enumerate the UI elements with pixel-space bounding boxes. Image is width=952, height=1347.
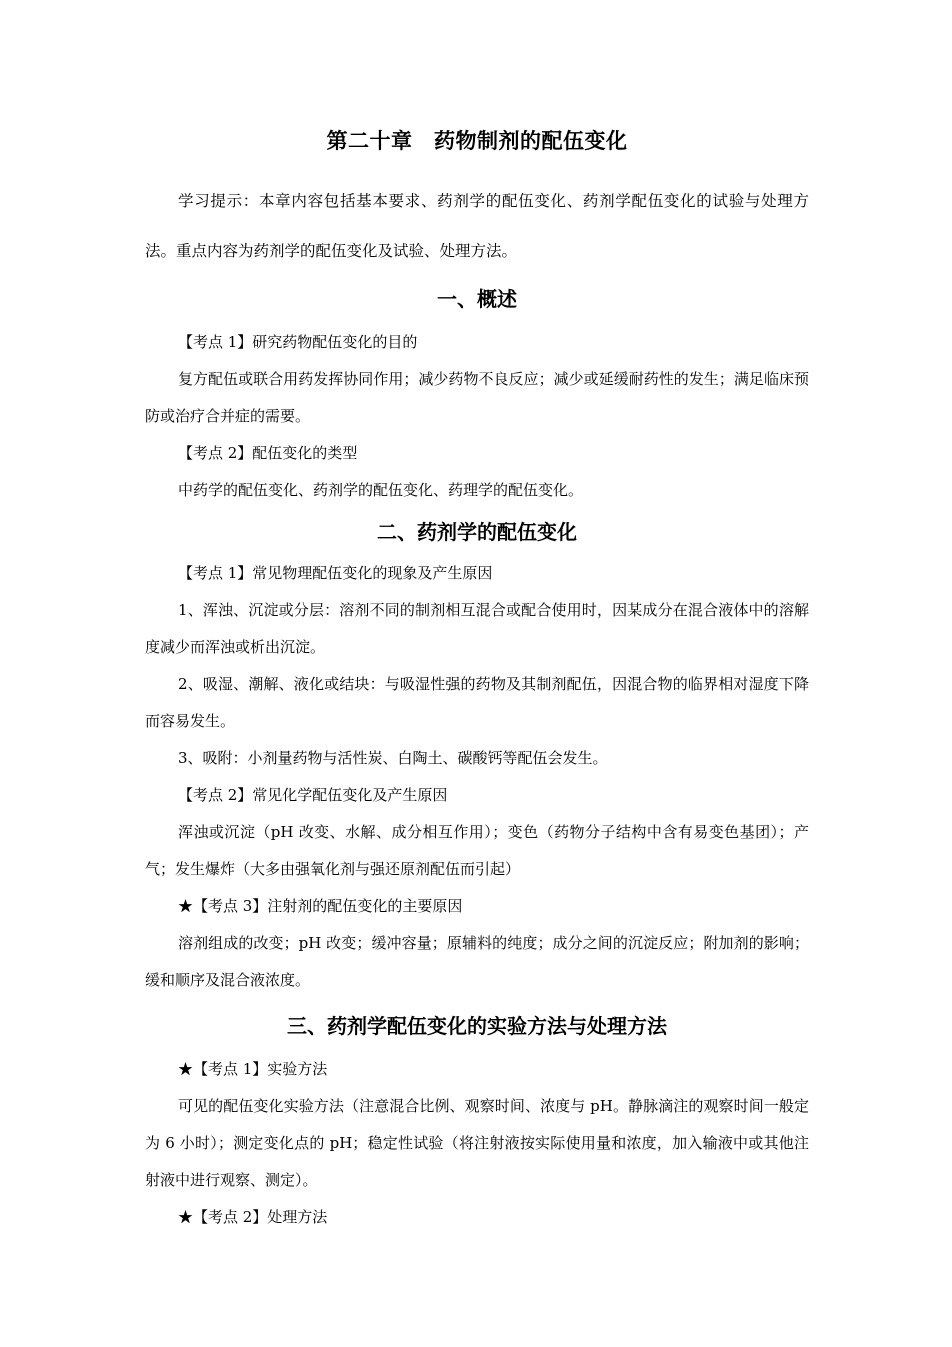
section-pharmaceutical-incompatibility [145, 517, 809, 999]
key-point: 【考点 1】研究药物配伍变化的目的 [178, 333, 418, 351]
key-point: ★【考点 3】注射剂的配伍变化的主要原因 [178, 897, 463, 915]
paragraph: 2、吸湿、潮解、液化或结块：与吸湿性强的药物及其制剂配伍，因混合物的临界相对湿度下降而容易发生。 [145, 675, 809, 730]
key-point: ★【考点 1】实验方法 [178, 1060, 328, 1078]
paragraph: 3、吸附：小剂量药物与活性炭、白陶土、碳酸钙等配伍会发生。 [178, 749, 608, 767]
section-experiment-methods [145, 1011, 809, 1236]
paragraph: 可见的配伍变化实验方法（注意混合比例、观察时间、浓度与 pH。静脉滴注的观察时间一般定为 6 小时）；测定变化点的 pH；稳定性试验（将注射液按实际使用量和浓度，加入输液中或其他注射液中进行观察、测定）。 [145, 1097, 809, 1189]
section-title: 一、概述 [437, 287, 517, 311]
chapter-title: 第二十章 药物制剂的配伍变化 [326, 129, 628, 153]
key-point: 【考点 2】配伍变化的类型 [178, 444, 358, 462]
key-point: 【考点 2】常见化学配伍变化及产生原因 [178, 786, 448, 804]
document-content [145, 124, 809, 1236]
study-hint: 学习提示：本章内容包括基本要求、药剂学的配伍变化、药剂学配伍变化的试验与处理方法。重点内容为药剂学的配伍变化及试验、处理方法。 [145, 192, 809, 260]
section-overview [145, 284, 809, 509]
key-point: ★【考点 2】处理方法 [178, 1208, 328, 1226]
paragraph: 复方配伍或联合用药发挥协同作用；减少药物不良反应；减少或延缓耐药性的发生；满足临床预防或治疗合并症的需要。 [145, 370, 809, 425]
key-point: 【考点 1】常见物理配伍变化的现象及产生原因 [178, 564, 493, 582]
section-title: 二、药剂学的配伍变化 [377, 520, 577, 544]
paragraph: 中药学的配伍变化、药剂学的配伍变化、药理学的配伍变化。 [178, 481, 584, 499]
paragraph: 浑浊或沉淀（pH 改变、水解、成分相互作用）；变色（药物分子结构中含有易变色基团）；产气；发生爆炸（大多由强氧化剂与强还原剂配伍而引起） [145, 823, 809, 878]
paragraph: 溶剂组成的改变；pH 改变；缓冲容量；原辅料的纯度；成分之间的沉淀反应；附加剂的影响；缓和顺序及混合液浓度。 [145, 934, 809, 989]
paragraph: 1、浑浊、沉淀或分层：溶剂不同的制剂相互混合或配合使用时，因某成分在混合液体中的溶解度减少而浑浊或析出沉淀。 [145, 601, 809, 656]
section-title: 三、药剂学配伍变化的实验方法与处理方法 [287, 1014, 667, 1038]
